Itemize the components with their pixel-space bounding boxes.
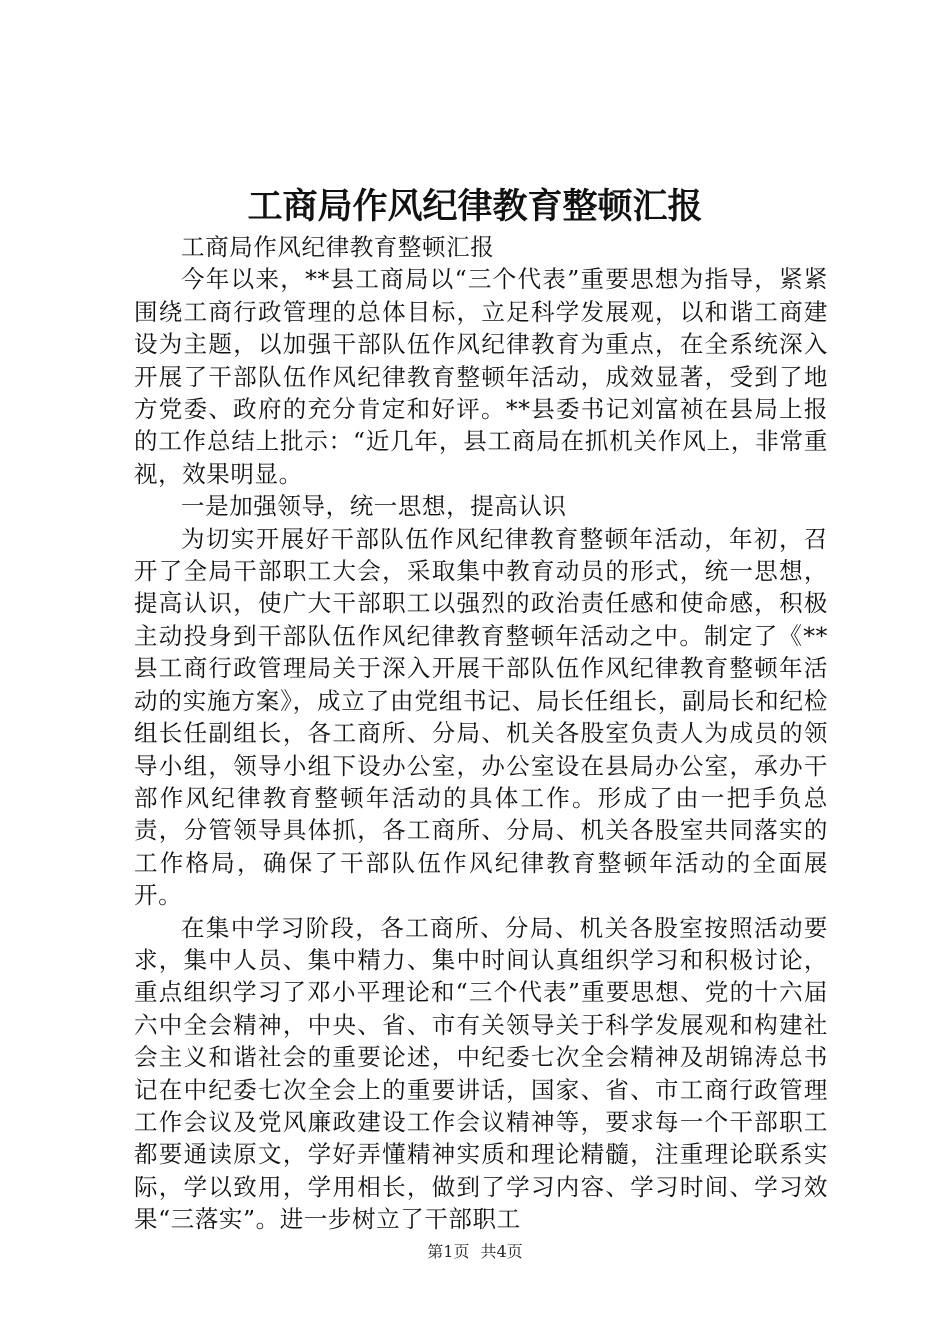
page-number: 第1页 xyxy=(427,1242,470,1261)
body-paragraph: 在集中学习阶段，各工商所、分局、机关各股室按照活动要求，集中人员、集中精力、集中时间认真组织学习和积极讨论，重点组织学习了邓小平理论和“三个代表”重要思想、党的十六届六中全会精神，中央、省、市有关领导关于科学发展观和构建社会主义和谐社会的重要论述，中纪委七次全会精神及胡锦涛总书记在中纪委七次全会上的重要讲话，国家、省、市工商行政管理工作会议及党风廉政建设工作会议精神等，要求每一个干部职工都要通读原文，学好弄懂精神实质和理论精髓，注重理论联系实际，学以致用，学用相长，做到了学习内容、学习时间、学习效果“三落实”。进一步树立了干部职工 xyxy=(134,913,828,1234)
body-paragraph: 为切实开展好干部队伍作风纪律教育整顿年活动，年初，召开了全局干部职工大会，采取集中教育动员的形式，统一思想，提高认识，使广大干部职工以强烈的政治责任感和使命感，积极主动投身到干部队伍作风纪律教育整顿年活动之中。制定了《**县工商行政管理局关于深入开展干部队伍作风纪律教育整顿年活动的实施方案》，成立了由党组书记、局长任组长，副局长和纪检组长任副组长，各工商所、分局、机关各股室负责人为成员的领导小组，领导小组下设办公室，办公室设在县局办公室，承办干部作风纪律教育整顿年活动的具体工作。形成了由一把手负总责，分管领导具体抓，各工商所、分局、机关各股室共同落实的工作格局，确保了干部队伍作风纪律教育整顿年活动的全面展开。 xyxy=(134,524,828,910)
body-paragraph: 今年以来，**县工商局以“三个代表”重要思想为指导，紧紧围绕工商行政管理的总体目标，立足科学发展观，以和谐工商建设为主题，以加强干部队伍作风纪律教育为重点，在全系统深入开展了干部队伍作风纪律教育整顿年活动，成效显著，受到了地方党委、政府的充分肯定和好评。**县委书记刘富祯在县局上报的工作总结上批示：“近几年，县工商局在抓机关作风上，非常重视，效果明显。 xyxy=(134,265,828,488)
page-footer xyxy=(0,1241,950,1263)
section-heading: 一是加强领导，统一思想，提高认识 xyxy=(181,492,567,521)
body-paragraph: 工商局作风纪律教育整顿汇报 xyxy=(181,233,495,261)
page-count: 共4页 xyxy=(480,1242,523,1261)
document-body xyxy=(134,231,828,1236)
document-title: 工商局作风纪律教育整顿汇报 xyxy=(247,186,703,227)
